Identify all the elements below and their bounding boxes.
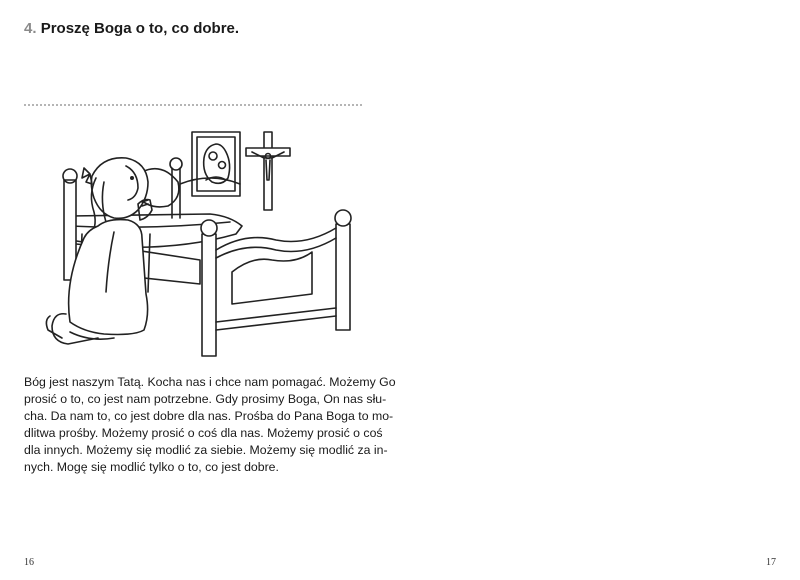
dotted-divider — [24, 104, 362, 106]
praying-girl-illustration — [30, 122, 370, 362]
section-heading — [24, 20, 239, 37]
text-line: Bóg jest naszym Tatą. Kocha nas i chce nam pomagać. Możemy Go — [24, 375, 396, 389]
kneeling-girl-icon — [46, 158, 152, 344]
section-title: Proszę Boga o to, co dobre. — [40, 20, 240, 37]
text-line: nych. Mogę się modlić tylko o to, co jest dobre. — [24, 460, 279, 474]
text-line: dlitwa prośby. Możemy prosić o coś dla nas. Możemy prosić o coś — [24, 426, 383, 440]
text-line: prosić o to, co jest nam potrzebne. Gdy prosimy Boga, On nas słu- — [24, 392, 387, 406]
page-number-right: 17 — [766, 557, 776, 568]
section-number: 4. — [24, 20, 37, 37]
madonna-picture-icon — [192, 132, 240, 196]
page-number-left: 16 — [24, 557, 34, 568]
body-paragraph — [24, 374, 396, 476]
crucifix-icon — [246, 132, 290, 210]
text-line: dla innych. Możemy się modlić za siebie. Możemy się modlić za in- — [24, 443, 388, 457]
text-line: cha. Da nam to, co jest dobre dla nas. Prośba do Pana Boga to mo- — [24, 409, 394, 423]
